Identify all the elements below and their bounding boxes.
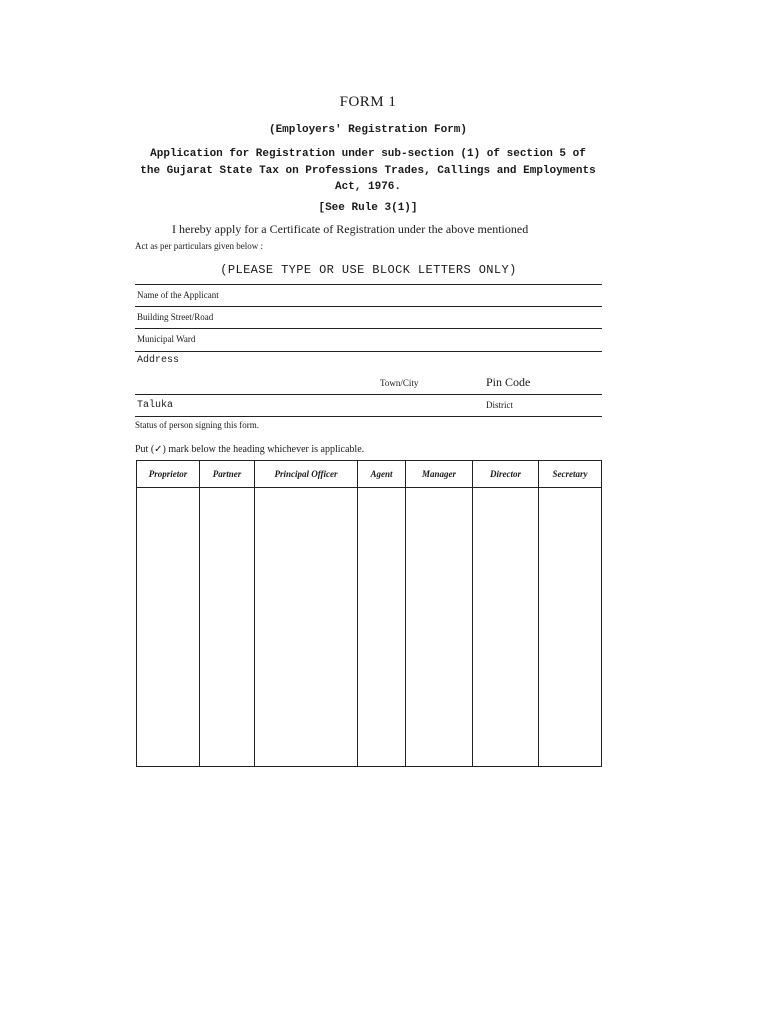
town-city-field[interactable]: Town/City	[380, 378, 419, 388]
application-heading: Application for Registration under sub-section (1) of section 5 of the Gujarat State Tax on Professions Trades, Callings and Employments Act, 1976.	[140, 148, 596, 193]
building-street-road-field[interactable]: Building Street/Road	[137, 312, 214, 322]
tick-cell-manager[interactable]	[406, 488, 473, 767]
form-subtitle: (Employers' Registration Form)	[268, 124, 468, 136]
column-header-secretary: Secretary	[539, 461, 602, 488]
divider-line	[135, 306, 602, 307]
declaration-text-line1: I hereby apply for a Certificate of Registration under the above mentioned	[172, 222, 529, 236]
tick-cell-partner[interactable]	[200, 488, 255, 767]
column-header-manager: Manager	[406, 461, 473, 488]
status-of-person-label: Status of person signing this form.	[135, 420, 259, 430]
taluka-field[interactable]: Taluka	[137, 400, 174, 411]
column-header-director: Director	[473, 461, 539, 488]
tick-cell-proprietor[interactable]	[137, 488, 200, 767]
tick-cell-director[interactable]	[473, 488, 539, 767]
divider-line	[135, 351, 602, 352]
pin-code-field[interactable]: Pin Code	[486, 375, 531, 389]
rule-reference: [See Rule 3(1)]	[318, 202, 418, 214]
declaration-text-line2: Act as per particulars given below :	[135, 241, 263, 251]
tick-cell-principal-officer[interactable]	[255, 488, 358, 767]
column-header-agent: Agent	[358, 461, 406, 488]
status-table	[136, 460, 602, 767]
tick-cell-secretary[interactable]	[539, 488, 602, 767]
divider-line	[135, 416, 602, 417]
block-letters-instruction: (PLEASE TYPE OR USE BLOCK LETTERS ONLY)	[220, 263, 517, 277]
district-field[interactable]: District	[486, 400, 513, 410]
divider-line	[135, 328, 602, 329]
tick-mark-instruction: Put (✓) mark below the heading whichever is applicable.	[135, 444, 365, 455]
form-title: FORM 1	[339, 94, 397, 110]
divider-line	[135, 284, 602, 285]
column-header-principal-officer: Principal Officer	[255, 461, 358, 488]
tick-cell-agent[interactable]	[358, 488, 406, 767]
column-header-proprietor: Proprietor	[137, 461, 200, 488]
municipal-ward-field[interactable]: Municipal Ward	[137, 334, 196, 344]
divider-line	[135, 394, 602, 395]
column-header-partner: Partner	[200, 461, 255, 488]
address-field[interactable]: Address	[137, 355, 180, 366]
applicant-name-field[interactable]: Name of the Applicant	[137, 290, 219, 300]
